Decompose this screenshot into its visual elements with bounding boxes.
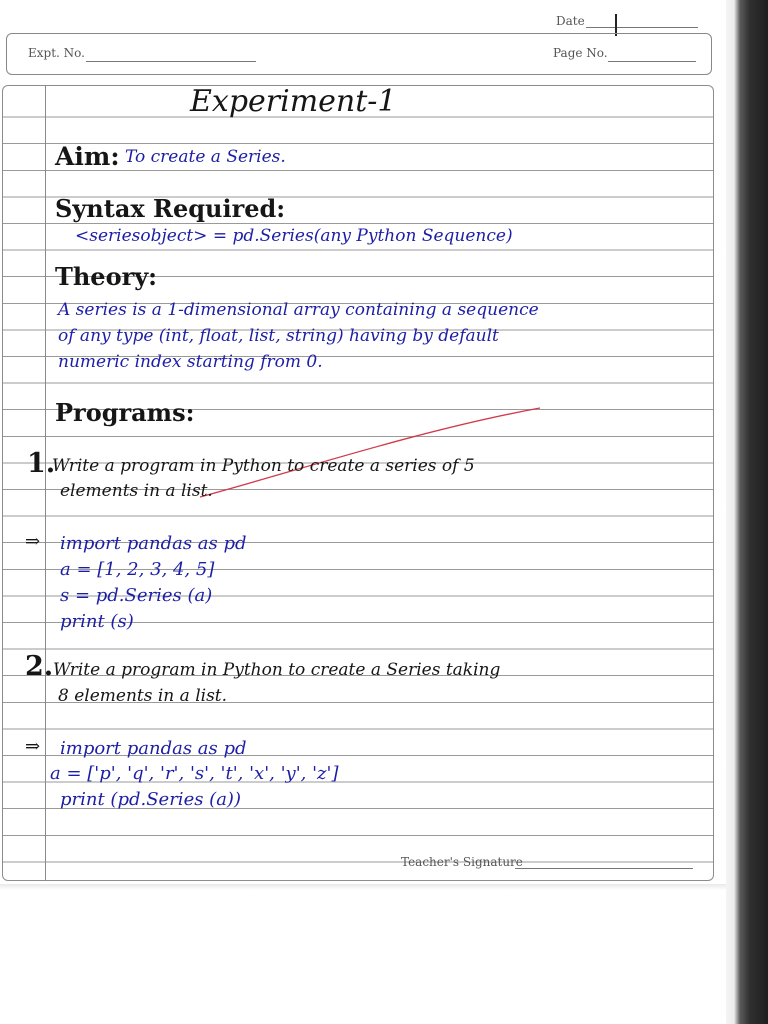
programs-label: Programs: [55,398,195,427]
program1-code-line: s = pd.Series (a) [60,585,213,606]
program1-number: 1. [27,448,56,479]
syntax-text: <seriesobject> = pd.Series(any Python Sequence) [75,226,513,246]
implies-arrow-icon: ⇒ [25,736,41,757]
program2-question-line: Write a program in Python to create a Series taking [53,660,501,680]
theory-line: A series is a 1-dimensional array containing a sequence [58,300,539,320]
program1-question-line: Write a program in Python to create a series of 5 [52,456,475,476]
date-label: Date [556,14,585,28]
program2-code-line: a = ['p', 'q', 'r', 's', 't', 'x', 'y', 'z'] [50,763,339,784]
theory-label: Theory: [55,262,158,291]
program2-code-line: print (pd.Series (a)) [60,789,241,810]
experiment-title: Experiment-1 [190,84,397,119]
program2-question-line: 8 elements in a list. [58,686,228,706]
program2-number: 2. [25,651,54,682]
theory-line: numeric index starting from 0. [58,352,323,372]
page-no-label: Page No. [553,46,608,60]
teacher-signature-label: Teacher's Signature [401,855,523,869]
program1-question-line: elements in a list. [60,481,213,501]
implies-arrow-icon: ⇒ [25,531,41,552]
aim-text: To create a Series. [125,147,286,167]
aim-label: Aim: [55,142,120,171]
expt-no-label: Expt. No. [28,46,85,60]
program2-code-line: import pandas as pd [60,738,247,759]
syntax-label: Syntax Required: [55,194,286,223]
program1-code-line: import pandas as pd [60,533,247,554]
theory-line: of any type (int, float, list, string) having by default [58,326,499,346]
program1-code-line: print (s) [60,611,134,632]
program1-code-line: a = [1, 2, 3, 4, 5] [60,559,215,580]
teacher-signature-line [515,868,693,869]
